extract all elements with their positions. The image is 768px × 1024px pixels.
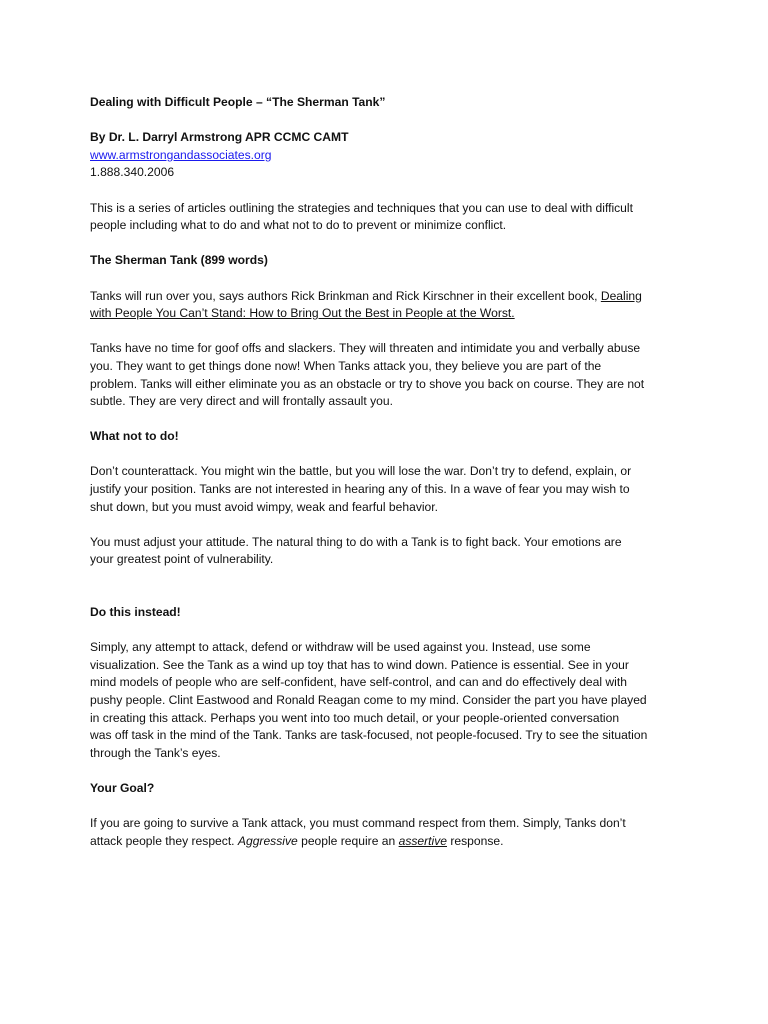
paragraph-line: Don’t counterattack. You might win the battle, but you will lose the war. Don’t try to defend, explain, or: [90, 464, 632, 479]
paragraph-line: Simply, any attempt to attack, defend or withdraw will be used against you. Instead, use some: [90, 640, 591, 655]
paragraph-visualization: [90, 639, 680, 762]
paragraph-line: Tanks have no time for goof offs and slackers. They will threaten and intimidate you and verbally abuse: [90, 341, 641, 356]
website-link[interactable]: www.armstrongandassociates.org: [90, 147, 272, 162]
paragraph-line: was off task in the mind of the Tank. Tanks are task-focused, not people-focused. Try to see the situation: [90, 728, 648, 743]
book-title-part-2: with People You Can’t Stand: How to Bring Out the Best in People at the Worst.: [90, 306, 515, 321]
paragraph-text: Tanks will run over you, says authors Rick Brinkman and Rick Kirschner in their excellent book,: [90, 288, 601, 303]
paragraph-command-respect: [90, 815, 680, 850]
paragraph-line: You must adjust your attitude. The natural thing to do with a Tank is to fight back. Your emotions are: [90, 534, 622, 549]
author-line: By Dr. L. Darryl Armstrong APR CCMC CAMT: [90, 130, 349, 145]
paragraph-tanks-description: [90, 340, 680, 410]
paragraph-text: attack people they respect.: [90, 833, 238, 848]
paragraph-line: [90, 288, 680, 306]
paragraph-line: shut down, but you must avoid wimpy, weak and fearful behavior.: [90, 499, 438, 514]
intro-line: people including what to do and what not to do to prevent or minimize conflict.: [90, 218, 507, 233]
aggressive-emphasis: Aggressive: [237, 833, 298, 848]
paragraph-adjust-attitude: [90, 534, 680, 569]
paragraph-line: in creating this attack. Perhaps you went into too much detail, or your people-oriented conversation: [90, 710, 620, 725]
paragraph-line: justify your position. Tanks are not interested in hearing any of this. In a wave of fear you may wish to: [90, 482, 630, 497]
heading-do-this-instead: Do this instead!: [90, 605, 181, 620]
section-heading: The Sherman Tank (899 words): [90, 253, 268, 268]
paragraph-line: subtle. They are very direct and will frontally assault you.: [90, 394, 393, 409]
phone-number: 1.888.340.2006: [90, 165, 175, 180]
document-title: Dealing with Difficult People – “The Sherman Tank”: [90, 95, 386, 109]
paragraph-line: If you are going to survive a Tank attack, you must command respect from them. Simply, Tanks don’t: [90, 816, 626, 831]
author-block: [90, 129, 680, 182]
paragraph-dont-counterattack: [90, 463, 680, 516]
book-title-part-1: Dealing: [600, 288, 642, 303]
heading-your-goal: Your Goal?: [90, 780, 155, 795]
paragraph-line: problem. Tanks will either eliminate you as an obstacle or try to shove you back on course. They are not: [90, 376, 645, 391]
paragraph-line: your greatest point of vulnerability.: [90, 552, 274, 567]
paragraph-line: visualization. See the Tank as a wind up toy that has to wind down. Patience is essential. See in your: [90, 657, 629, 672]
paragraph-line: you. They want to get things done now! When Tanks attack you, they believe you are part of the: [90, 358, 602, 373]
paragraph-line: pushy people. Clint Eastwood and Ronald Reagan come to my mind. Consider the part you have played: [90, 693, 647, 707]
paragraph-line: through the Tank’s eyes.: [90, 745, 221, 760]
paragraph-book-reference: [90, 288, 680, 323]
document-body: [90, 94, 680, 868]
assertive-emphasis: assertive: [398, 833, 447, 848]
heading-what-not-to-do: What not to do!: [90, 429, 179, 444]
intro-paragraph: [90, 200, 680, 235]
paragraph-line: [90, 833, 680, 851]
paragraph-line: mind models of people who are self-confident, have self-control, and can and do effectively deal with: [90, 675, 627, 690]
paragraph-text: people require an: [297, 833, 399, 848]
paragraph-text: response.: [447, 833, 504, 848]
intro-line: This is a series of articles outlining the strategies and techniques that you can use to deal with difficult: [90, 200, 633, 215]
